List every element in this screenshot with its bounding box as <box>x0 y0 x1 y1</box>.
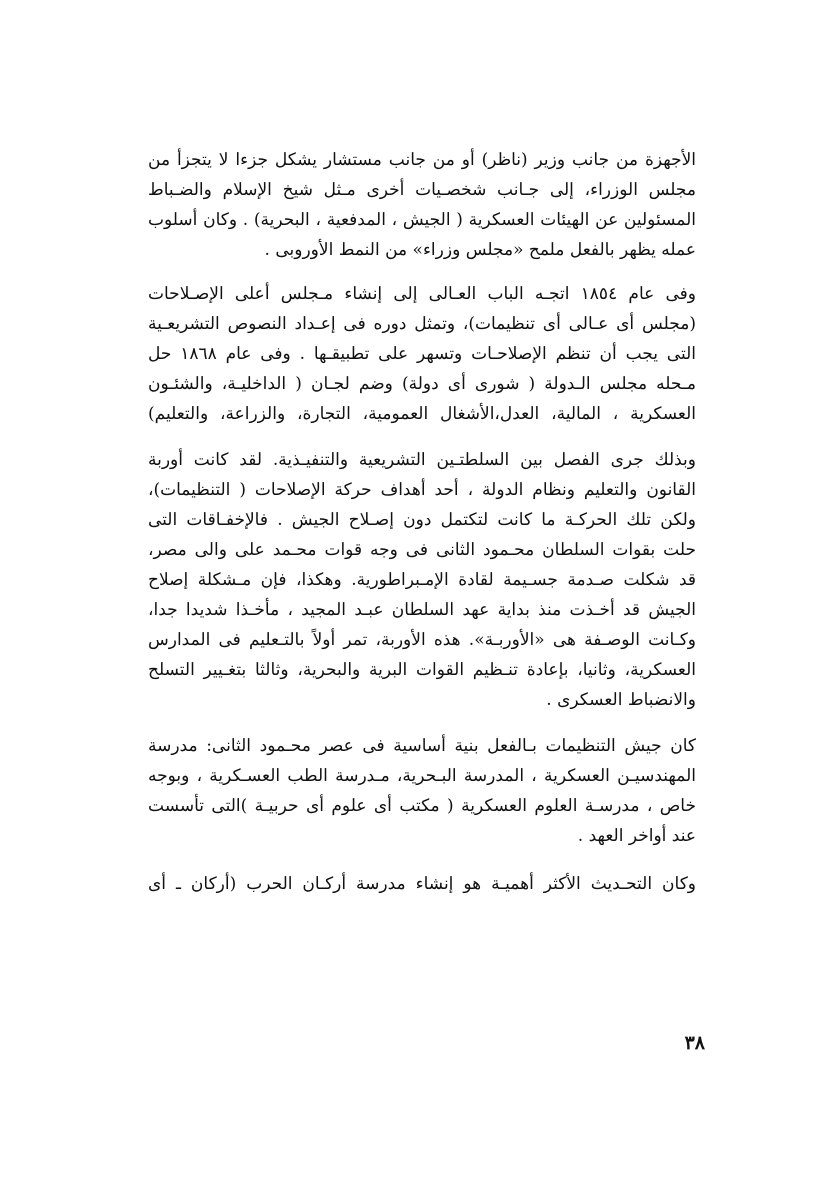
text-line: الأجهزة من جانب وزير (ناظر) أو من جانب مستشار يشكل جزءا لا يتجزأ من <box>148 150 696 170</box>
paragraph-3 <box>148 445 696 715</box>
text-line: المهندسيـن العسكرية ، المدرسة البـحرية، مـدرسة الطب العسـكرية ، وبوجه <box>148 766 696 786</box>
text-line: وكـانت الوصـفة هى «الأوربـة». هذه الأوربة، تمر أولاً بالتـعليم فى المدارس <box>148 630 696 650</box>
text-line: التى يجب أن تنظم الإصلاحـات وتسهر على تطبيقـها . وفى عام ١٨٦٨ حل <box>148 344 696 364</box>
text-line: حلت بقوات السلطان محـمود الثانى فى وجه قوات محـمد على والى مصر، <box>148 540 696 560</box>
text-line: خاص ، مدرسـة العلوم العسكرية ( مكتب أى علوم أى حربيـة )التى تأسست <box>148 796 696 816</box>
paragraph-1 <box>148 145 696 265</box>
text-line: قد شكلت صـدمة جسـيمة لقادة الإمـبراطورية. وهكذا، فإن مـشكلة إصلاح <box>148 570 696 590</box>
text-line: وكان التحـديث الأكثر أهميـة هو إنشاء مدرسة أركـان الحرب (أركان ـ أى <box>148 874 696 894</box>
text-line: (مجلس أى عـالى أى تنظيمات)، وتمثل دوره فى إعـداد النصوص التشريعـية <box>148 314 696 334</box>
text-line: كان جيش التنظيمات بـالفعل بنية أساسية فى عصر محـمود الثانى: مدرسة <box>148 736 696 756</box>
paragraph-4 <box>148 731 696 851</box>
text-line: مـحله مجلس الـدولة ( شورى أى دولة) وضم لجـان ( الداخليـة، والشئـون <box>148 374 696 394</box>
book-page-text <box>148 145 696 1045</box>
text-line: الجيش قد أخـذت منذ بداية عهد السلطان عبـد المجيد ، مأخـذا شديدا جدا، <box>148 600 696 620</box>
paragraph-2 <box>148 279 696 429</box>
text-line: ولكن تلك الحركـة ما كانت لتكتمل دون إصـلاح الجيش . فالإخفـاقات التى <box>148 510 696 530</box>
text-line: عمله يظهر بالفعل ملمح «مجلس وزراء» من النمط الأوروبى . <box>264 240 696 260</box>
text-line: المسئولين عن الهيئات العسكرية ( الجيش ، المدفعية ، البحرية) . وكان أسلوب <box>148 210 696 230</box>
text-line: العسكرية، وثانيا، بإعادة تنـظيم القوات البرية والبحرية، وثالثا بتغـيير التسلح <box>148 660 696 680</box>
text-line: العسكرية ، المالية، العدل،الأشغال العمومية، التجارة، والزراعة، والتعليم) <box>148 404 696 424</box>
text-line: مجلس الوزراء، إلى جـانب شخصـيات أخرى مـثل شيخ الإسلام والضـباط <box>148 180 696 200</box>
paragraph-5 <box>148 869 696 899</box>
text-line: وفى عام ١٨٥٤ اتجـه الباب العـالى إلى إنشاء مـجلس أعلى الإصـلاحات <box>148 284 696 304</box>
text-line: والانضباط العسكرى . <box>546 690 696 710</box>
text-line: وبذلك جرى الفصل بين السلطتـين التشريعية والتنفيـذية. لقد كانت أوربة <box>148 450 696 470</box>
text-line: عند أواخر العهد . <box>577 826 696 846</box>
text-line: القانون والتعليم ونظام الدولة ، أحد أهداف حركة الإصلاحات ( التنظيمات)، <box>148 480 696 500</box>
page-number: ٣٨ <box>684 1032 705 1054</box>
